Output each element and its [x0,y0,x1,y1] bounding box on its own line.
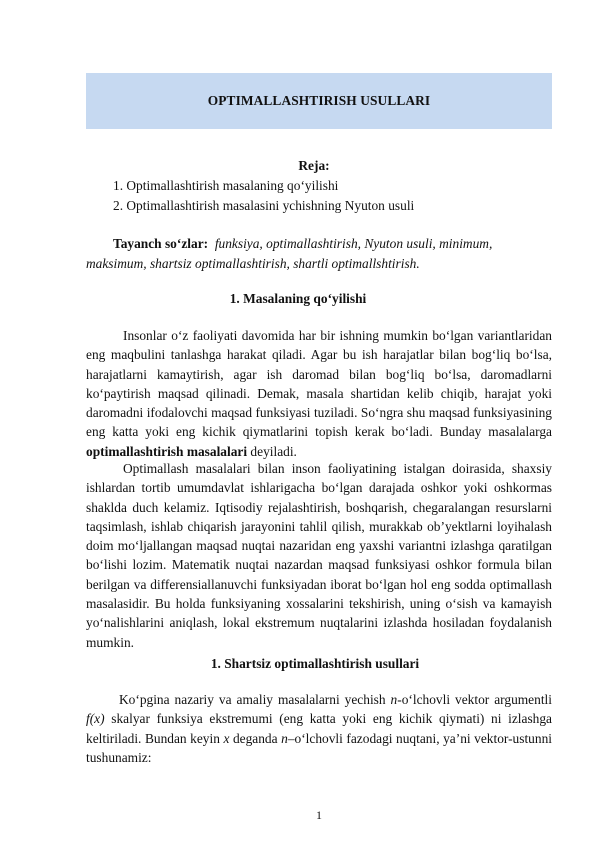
section-1-paragraph-1 [86,326,552,461]
paragraph-text: skalyar funksiya ekstremumi (eng katta yoki eng kichik qiymati) ni izlashga keltiriladi. Bundan keyin [86,711,552,746]
plan-item: 2. Optimallashtirish masalasini ychishning Nyuton usuli [113,197,415,213]
keywords-label: Tayanch so‘zlar: [113,236,209,251]
page-number: 1 [316,808,322,822]
paragraph-text: –o‘lchovli fazodagi nuqtani, ya’ni vektor-ustunni tushunamiz: [86,730,552,765]
title-banner [86,73,552,129]
section-1-paragraph-2: Optimallash masalalari bilan inson faoliyatining istalgan doirasida, shaxsiy ishlardan tortib umumdavlat ishlarigacha bo‘lgan darajada oshkor yoki oshkormas shaklda duch kelamiz. Iqtisodiy rejalashtirish, boshqarish, chegaralangan resurslarni taqsimlash, ishlab chiqarish jarayonini tahlil qilish, murakkab ob’yektlarni loyihalash doim mo‘ljallangan maqsad nuqtai nazaridan eng yaxshi variantni izlashga qaratilgan bo‘lishi lozim. Matematik nuqtai nazardan maqsad funksiyasi oshkor formula bilan berilgan va differensiallanuvchi funksiyadan iborat bo‘lgan hol eng sodda optimallash masalasidir. Bu holda funksiyaning xossalarini tekshirish, uning o‘sish va kamayish yo‘nalishlarini aniqlash, lokal ekstremum nuqtalarini izlashda hosiladan foydalanish mumkin. [86,461,552,650]
paragraph-text: Ko‘pgina nazariy va amaliy masalalarni yechish [119,692,391,707]
keywords-block [86,234,552,273]
paragraph-text: deganda [229,730,282,746]
document-title: OPTIMALLASHTIRISH USULLARI [207,93,431,108]
section-2-title: 1. Shartsiz optimallashtirish usullari [210,656,420,671]
math-function: f(x) [86,711,105,727]
paragraph-text: deyiladi. [247,443,297,459]
paragraph-text: -o‘lchovli vektor argumentli [397,692,552,707]
keywords-text: funksiya, optimallashtirish, Nyuton usuli, minimum, maksimum, shartsiz optimallashtirish, shartli optimallshtirish. [86,236,493,271]
plan-item: 1. Optimallashtirish masalaning qo‘yilishi [113,178,339,193]
section-2-paragraph [86,690,552,767]
plan-list [113,176,414,215]
math-variable: x [223,730,230,746]
bold-term: optimallashtirish masalalari [86,443,248,459]
math-variable: n [390,692,398,707]
paragraph-text: Insonlar o‘z faoliyati davomida har bir ishning mumkin bo‘lgan variantlaridan eng maqbulini tanlashga harakat qiladi. Agar bu ish harajatlar bilan bog‘liq bo‘lsa, harajatlarni kamaytirish, agar ish daromad bilan bog‘liq bo‘lsa, daromadlarni ko‘paytirish maqsad qilinadi. Demak, masala shartidan kelib chiqib, harajat yoki daromadni ifodalovchi maqsad funksiyasi tuziladi. So‘ngra shu maqsad funksiyasining eng katta yoki eng kichik qiymatlarini topish kerak bo‘ladi. Bunday masalalarga [86,328,552,440]
section-1-title: 1. Masalaning qo‘yilishi [229,291,367,306]
math-variable: n [281,730,288,746]
plan-heading: Reja: [298,158,330,173]
